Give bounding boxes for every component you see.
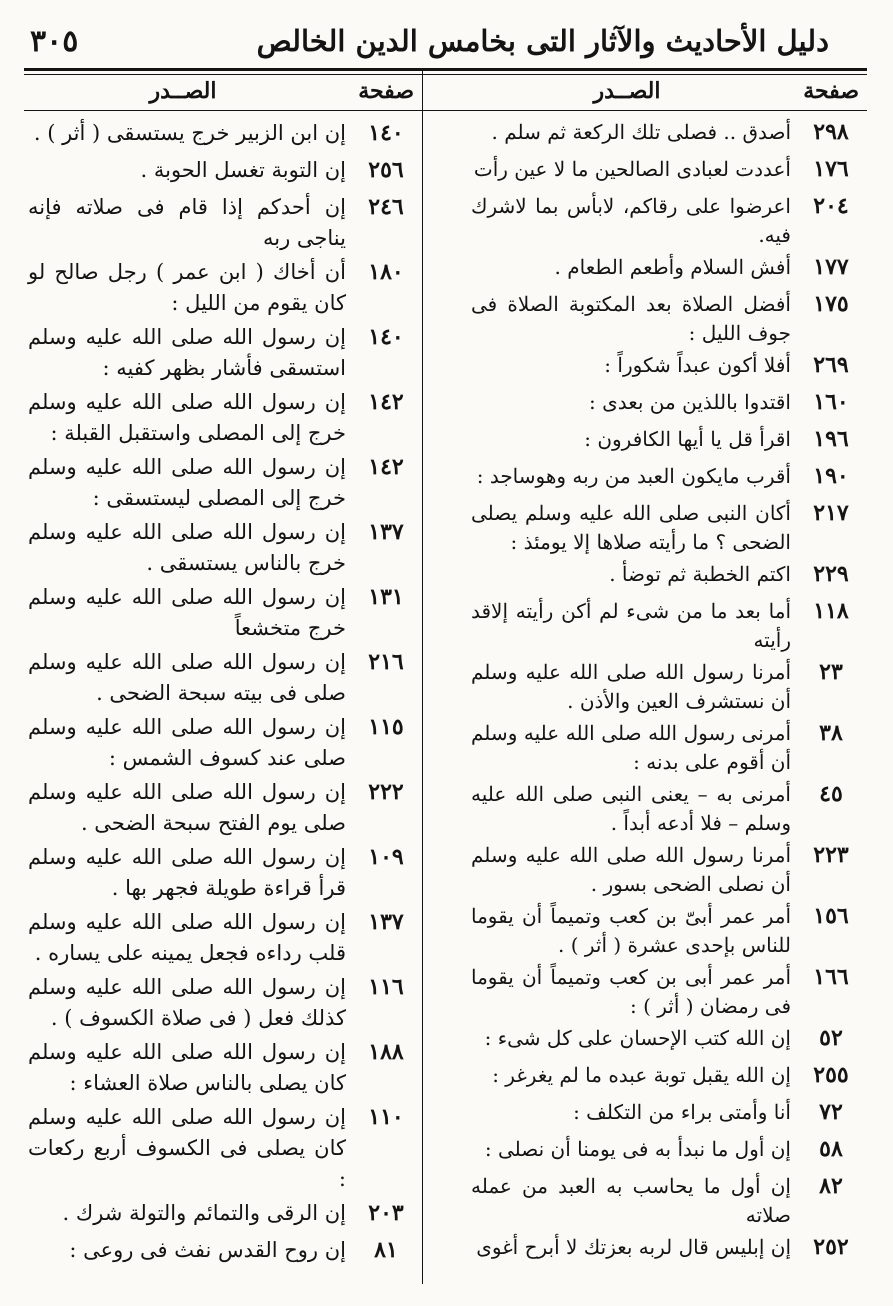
index-entry (24, 777, 422, 839)
entry-source-text: إن رسول الله صلى الله عليه وسلم صلى عند كسوف الشمس : (28, 715, 346, 770)
index-entry (24, 712, 422, 774)
page-column-label: صفحة (358, 78, 414, 104)
index-entry (467, 841, 867, 899)
left-entry-list (24, 118, 422, 1272)
column-divider (422, 70, 423, 1284)
entry-source-text: إن روح القدس نفث فى روعى : (69, 1238, 346, 1262)
entry-source-text: إن رسول الله صلى الله عليه وسلم خرج متخشعاً (28, 585, 346, 640)
entry-source-text: إن أول ما يحاسب به العبد من عمله صلاته (471, 1174, 791, 1227)
source-column-label: الصــدر (593, 78, 661, 104)
entry-page-number: ١١٦ (368, 974, 404, 1000)
entry-source-text: إن أحدكم إذا قام فى صلاته فإنه يناجى ربه (28, 195, 346, 250)
index-entry (24, 1198, 422, 1232)
entry-source-text: أمرنى به – يعنى النبى صلى الله عليه وسلم – فلا أدعه أبداً . (471, 782, 791, 835)
index-entry (467, 658, 867, 716)
page-header (30, 18, 863, 66)
index-entry (24, 647, 422, 709)
entry-page-number: ١٦٦ (813, 964, 849, 990)
entry-page-number: ١٥٦ (813, 903, 849, 929)
entry-page-number: ٢٥٦ (368, 157, 404, 183)
entry-page-number: ١٤٠ (368, 120, 404, 146)
entry-source-text: اقرأ قل يا أيها الكافرون : (584, 427, 791, 451)
entry-page-number: ٨٢ (819, 1173, 843, 1199)
index-entry (24, 517, 422, 579)
entry-page-number: ١٤٢ (368, 454, 404, 480)
index-entry (467, 780, 867, 838)
index-entry (467, 1061, 867, 1095)
entry-page-number: ١٨٠ (368, 259, 404, 285)
index-entry (467, 253, 867, 287)
entry-page-number: ٢٣ (819, 659, 843, 685)
index-entry (467, 902, 867, 960)
index-entry (24, 118, 422, 152)
entry-source-text: إن رسول الله صلى الله عليه وسلم استسقى فأشار بظهر كفيه : (28, 325, 346, 380)
entry-page-number: ٢١٦ (368, 649, 404, 675)
index-entry (24, 842, 422, 904)
entry-source-text: إن رسول الله صلى الله عليه وسلم خرج إلى المصلى ليستسقى : (28, 455, 346, 510)
entry-source-text: أفش السلام وأطعم الطعام . (554, 255, 791, 279)
entry-source-text: اعرضوا على رقاكم، لابأس بما لاشرك فيه. (471, 194, 791, 247)
index-entry (24, 387, 422, 449)
page-column-label: صفحة (803, 78, 859, 104)
entry-source-text: إن رسول الله صلى الله عليه وسلم كان يصلى فى الكسوف أربع ركعات : (28, 1105, 346, 1191)
index-entry (24, 1037, 422, 1099)
index-entry (467, 388, 867, 422)
index-entry (467, 118, 867, 152)
entry-page-number: ٢٢٣ (813, 842, 849, 868)
entry-source-text: أمر عمر أبىّ بن كعب وتميماً أن يقوما للناس بإحدى عشرة ( أثر ) . (471, 904, 791, 957)
right-column-header (467, 74, 867, 110)
entry-source-text: أفضل الصلاة بعد المكتوبة الصلاة فى جوف الليل : (471, 292, 791, 345)
entry-page-number: ٢١٧ (813, 500, 849, 526)
entry-source-text: إن ابن الزبير خرج يستسقى ( أثر ) . (33, 121, 346, 145)
entry-page-number: ١٨٨ (368, 1039, 404, 1065)
entry-page-number: ١٣٧ (368, 909, 404, 935)
entry-source-text: أمرنا رسول الله صلى الله عليه وسلم أن نصلى الضحى بسور . (471, 843, 791, 896)
index-entry (467, 425, 867, 459)
index-entry (467, 1233, 867, 1267)
entry-source-text: إن رسول الله صلى الله عليه وسلم كذلك فعل ( فى صلاة الكسوف ) . (28, 975, 346, 1030)
entry-source-text: إن الله يقبل توبة عبده ما لم يغرغر : (492, 1063, 791, 1087)
index-entry (24, 1235, 422, 1269)
index-entry (467, 499, 867, 557)
page-number: ٣٠٥ (30, 24, 79, 59)
index-entry (24, 322, 422, 384)
entry-page-number: ١٧٦ (813, 156, 849, 182)
index-entry (24, 907, 422, 969)
entry-page-number: ٥٨ (819, 1136, 843, 1162)
entry-source-text: إن الله كتب الإحسان على كل شىء : (484, 1026, 791, 1050)
index-entry (467, 1098, 867, 1132)
entry-source-text: أمر عمر أبى بن كعب وتميماً أن يقوما فى رمضان ( أثر ) : (471, 965, 791, 1018)
entry-source-text: إن أول ما نبدأ به فى يومنا أن نصلى : (484, 1137, 791, 1161)
entry-page-number: ٢٥٥ (813, 1062, 849, 1088)
entry-page-number: ٢٥٢ (813, 1234, 849, 1260)
entry-page-number: ١١٨ (813, 598, 849, 624)
entry-source-text: أصدق .. فصلى تلك الركعة ثم سلم . (491, 120, 791, 144)
index-entry (467, 560, 867, 594)
entry-source-text: إن رسول الله صلى الله عليه وسلم صلى يوم الفتح سبحة الضحى . (28, 780, 346, 835)
index-entry (467, 597, 867, 655)
entry-source-text: أعددت لعبادى الصالحين ما لا عين رأت (473, 157, 791, 181)
entry-page-number: ١٧٧ (813, 254, 849, 280)
index-entry (467, 290, 867, 348)
entry-page-number: ١٤٢ (368, 389, 404, 415)
entry-source-text: أفلا أكون عبداً شكوراً : (604, 353, 791, 377)
entry-source-text: أكان النبى صلى الله عليه وسلم يصلى الضحى ؟ ما رأيته صلاها إلا يومئذ : (471, 501, 791, 554)
index-entry (467, 1135, 867, 1169)
entry-source-text: أقرب مايكون العبد من ربه وهوساجد : (476, 464, 791, 488)
entry-page-number: ٣٨ (819, 720, 843, 746)
entry-page-number: ٥٢ (819, 1025, 843, 1051)
entry-source-text: أمرنى رسول الله صلى الله عليه وسلم أن أقوم على بدنه : (471, 721, 791, 774)
entry-page-number: ١٤٠ (368, 324, 404, 350)
entry-page-number: ٢٠٣ (368, 1200, 404, 1226)
entry-source-text: أمرنا رسول الله صلى الله عليه وسلم أن نستشرف العين والأذن . (471, 660, 791, 713)
entry-page-number: ٢٢٩ (813, 561, 849, 587)
entry-source-text: إن رسول الله صلى الله عليه وسلم صلى فى بيته سبحة الضحى . (28, 650, 346, 705)
entry-source-text: أنا وأمتى براء من التكلف : (573, 1100, 791, 1124)
entry-page-number: ٢٠٤ (813, 193, 849, 219)
entry-source-text: إن رسول الله صلى الله عليه وسلم كان يصلى بالناس صلاة العشاء : (28, 1040, 346, 1095)
index-entry (467, 963, 867, 1021)
entry-source-text: إن الرقى والتمائم والتولة شرك . (62, 1201, 346, 1225)
left-column-header (24, 74, 422, 110)
index-entry (467, 1024, 867, 1058)
entry-page-number: ١١٠ (368, 1104, 404, 1130)
entry-source-text: اكتم الخطبة ثم توضأ . (609, 562, 791, 586)
entry-source-text: إن رسول الله صلى الله عليه وسلم خرج بالناس يستسقى . (28, 520, 346, 575)
index-entry (24, 257, 422, 319)
entry-page-number: ١١٥ (368, 714, 404, 740)
index-entry (467, 719, 867, 777)
entry-page-number: ٨١ (374, 1237, 398, 1263)
header-rule (24, 68, 867, 71)
index-entry (467, 192, 867, 250)
index-entry (24, 582, 422, 644)
source-column-label: الصــدر (149, 78, 217, 104)
right-column (467, 74, 867, 1284)
entry-page-number: ٧٢ (819, 1099, 843, 1125)
entry-page-number: ٢٦٩ (813, 352, 849, 378)
index-entry (467, 351, 867, 385)
entry-page-number: ٤٥ (819, 781, 843, 807)
entry-page-number: ٢٩٨ (813, 119, 849, 145)
index-entry (24, 452, 422, 514)
entry-page-number: ١٩٠ (813, 463, 849, 489)
entry-page-number: ١٧٥ (813, 291, 849, 317)
entry-page-number: ٢٤٦ (368, 194, 404, 220)
entry-source-text: أن أخاك ( ابن عمر ) رجل صالح لو كان يقوم من الليل : (28, 260, 346, 315)
entry-page-number: ١٠٩ (368, 844, 404, 870)
entry-page-number: ٢٢٢ (368, 779, 404, 805)
entry-source-text: إن إبليس قال لربه بعزتك لا أبرح أغوى (476, 1235, 791, 1259)
entry-source-text: أما بعد ما من شىء لم أكن رأيته إلاقد رأيته (471, 599, 791, 652)
right-entry-list (467, 118, 867, 1270)
running-title: دليل الأحاديث والآثار التى بخامس الدين الخالص (256, 24, 829, 58)
entry-page-number: ١٩٦ (813, 426, 849, 452)
index-entry (24, 1102, 422, 1195)
entry-page-number: ١٣٧ (368, 519, 404, 545)
entry-source-text: إن رسول الله صلى الله عليه وسلم قلب رداءه فجعل يمينه على يساره . (28, 910, 346, 965)
index-entry (467, 155, 867, 189)
left-column (24, 74, 422, 1284)
index-entry (467, 462, 867, 496)
entry-source-text: إن رسول الله صلى الله عليه وسلم خرج إلى المصلى واستقبل القبلة : (28, 390, 346, 445)
index-entry (24, 192, 422, 254)
index-entry (24, 972, 422, 1034)
entry-page-number: ١٦٠ (813, 389, 849, 415)
entry-page-number: ١٣١ (368, 584, 404, 610)
entry-source-text: إن التوبة تغسل الحوبة . (140, 158, 346, 182)
index-entry (467, 1172, 867, 1230)
index-entry (24, 155, 422, 189)
entry-source-text: إن رسول الله صلى الله عليه وسلم قرأ قراءة طويلة فجهر بها . (28, 845, 346, 900)
entry-source-text: اقتدوا باللذين من بعدى : (588, 390, 791, 414)
